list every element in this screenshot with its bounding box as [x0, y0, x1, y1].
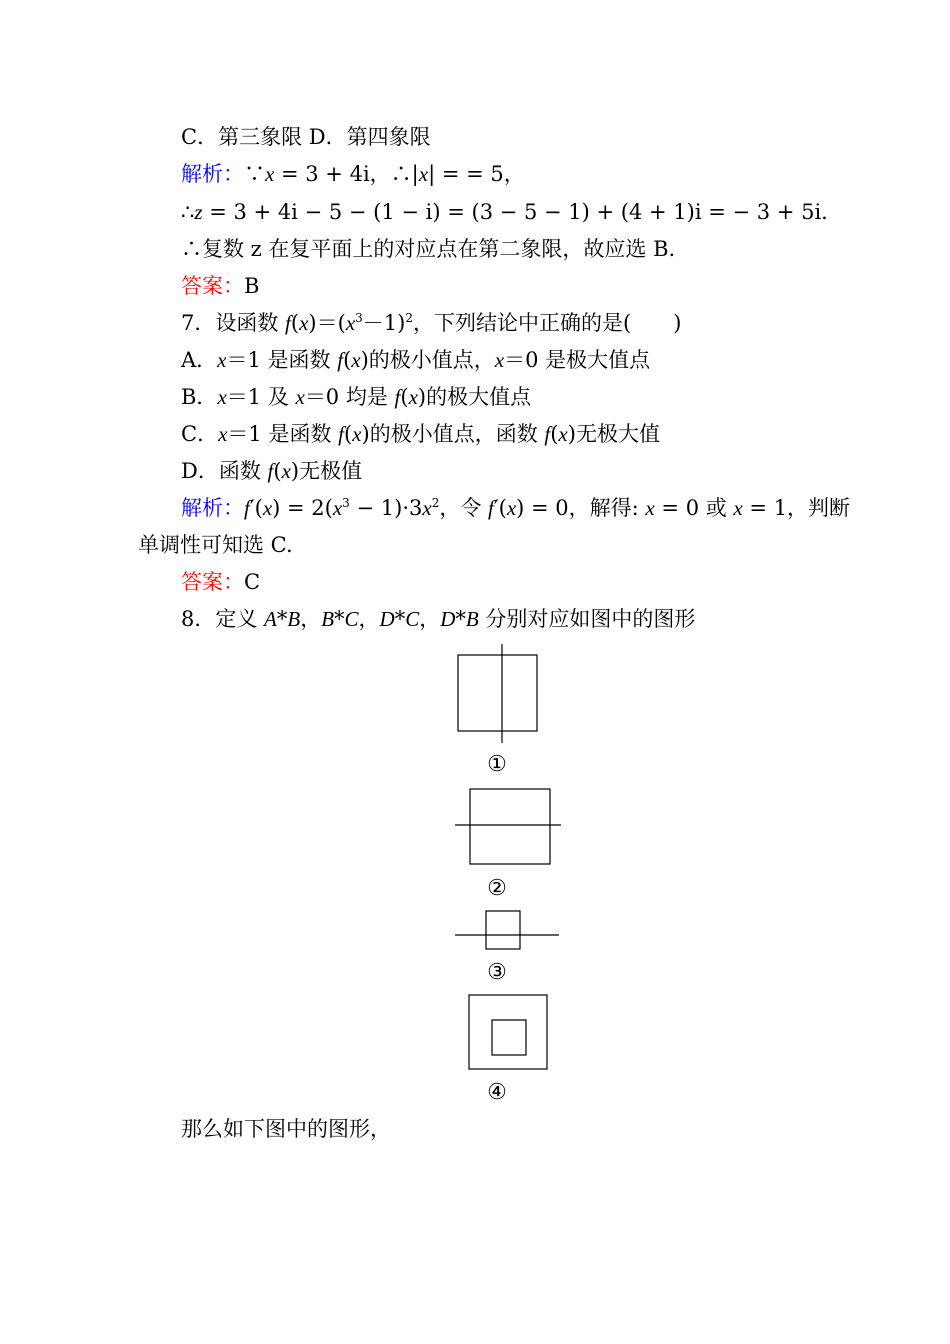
- figure-4-outer-square: [469, 995, 547, 1069]
- answer-label: 答案：: [181, 274, 244, 298]
- analysis-label: 解析：: [181, 162, 244, 186]
- figure-4: [465, 992, 551, 1072]
- figure-3: [455, 909, 563, 953]
- figure-1-square: [458, 655, 537, 731]
- q7-option-b: B．x＝1 及 x＝0 均是 f(x)的极大值点: [181, 385, 532, 409]
- q6-options-cd: C．第三象限 D．第四象限: [181, 125, 431, 149]
- figure-4-inner-square: [492, 1020, 526, 1055]
- q7-analysis-line1: 解析：$f'(x) = 2(x^3 - 1)\cdot 3x^2$，令 f′(x) = 0，解得: x = 0 或 x = 1，判断: [181, 496, 851, 520]
- figure-2: [455, 787, 565, 867]
- q6-analysis-line1: 解析：∵x = 3 + 4i，∴|x| = = 5，: [181, 162, 525, 186]
- figure-1: [455, 644, 545, 744]
- q7-stem: 7．设函数 $f(x)=(x^3-1)^2$，下列结论中正确的是( ): [181, 311, 682, 335]
- q8-stem: 8．定义 A*B，B*C，D*C，D*B 分别对应如图中的图形: [181, 607, 696, 631]
- q7-option-a: A．x＝1 是函数 f(x)的极小值点，x＝0 是极大值点: [181, 348, 651, 372]
- q7-option-d: D．函数 f(x)无极值: [181, 459, 363, 483]
- q6-analysis-line3: ∴复数 z 在复平面上的对应点在第二象限，故应选 B.: [181, 237, 676, 261]
- q8-closing: 那么如下图中的图形，: [181, 1117, 391, 1141]
- analysis-label: 解析：: [181, 496, 244, 520]
- figure-1-label: ①: [487, 752, 507, 777]
- q7-option-c: C．x＝1 是函数 f(x)的极小值点，函数 f(x)无极大值: [181, 422, 660, 446]
- figure-3-square: [486, 911, 520, 949]
- q6-analysis-line2: ∴z = 3 + 4i − 5 − (1 − i) = (3 − 5 − 1) + (4 + 1)i = − 3 + 5i.: [181, 200, 828, 224]
- q7-answer: 答案：C: [181, 570, 261, 594]
- figure-2-rectangle: [470, 789, 550, 864]
- q7-analysis-line2: 单调性可知选 C.: [138, 533, 293, 557]
- figure-4-label: ④: [487, 1080, 507, 1105]
- figure-3-label: ③: [487, 960, 507, 985]
- figure-2-label: ②: [487, 876, 507, 901]
- q6-answer: 答案：B: [181, 274, 260, 298]
- answer-label: 答案：: [181, 570, 244, 594]
